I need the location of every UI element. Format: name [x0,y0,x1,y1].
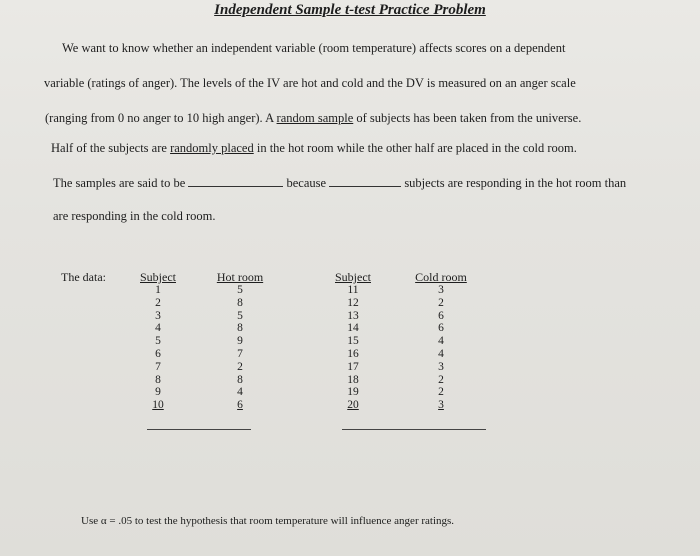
data-cell: 8 [237,373,243,386]
line-5-end: subjects are responding in the hot room than [401,176,627,190]
fill-blank-2[interactable] [329,176,401,187]
paragraph-line-3 [45,111,581,126]
cold-room-column [410,270,472,412]
data-cell: 15 [347,335,359,348]
data-cell: 9 [237,335,243,348]
data-cell: 14 [347,322,359,335]
worksheet-title: Independent Sample t-test Practice Problem [214,2,486,18]
footer-prefix: Use [81,515,101,527]
line-4-start: Half of the subjects are [51,141,171,155]
line-5-middle: because [283,176,330,190]
paragraph-line-2: variable (ratings of anger). The levels of the IV are hot and cold and the DV is measured on an anger scale [44,76,576,90]
column-header: Subject [140,270,176,284]
data-cell: 8 [155,373,161,386]
data-cell: 2 [438,386,444,399]
line-3-end: of subjects has been taken from the universe. [353,111,582,125]
paragraph-line-4 [51,141,577,156]
subject-column-cold [331,270,375,412]
data-cell: 1 [155,284,161,296]
data-cell: 12 [347,296,359,309]
data-cell: 6 [155,347,161,360]
hot-table-rule [147,429,251,430]
line-5-start: The samples are said to be [53,176,189,190]
data-cell: 3 [438,284,444,296]
data-cell: 17 [347,360,359,373]
data-cell: 7 [155,360,161,373]
data-label: The data: [61,270,106,284]
data-cell: 7 [237,347,243,360]
data-cell: 18 [347,373,359,386]
paragraph-line-5 [53,176,626,191]
footer-suffix: = .05 to test the hypothesis that room temperature will influence anger ratings. [106,515,455,527]
column-header: Cold room [415,270,467,284]
data-cell: 3 [438,360,444,373]
data-cell: 20 [347,399,359,412]
data-cell: 4 [438,335,444,348]
data-cell: 11 [347,284,359,296]
line-3-start: (ranging from 0 no anger to 10 high anger). A [45,111,277,125]
data-cell: 4 [237,386,243,399]
data-cell: 6 [438,309,444,322]
data-cell: 8 [237,322,243,335]
line-4-end: in the hot room while the other half are placed in the cold room. [253,141,577,155]
paragraph-line-1: We want to know whether an independent variable (room temperature) affects scores on a dependent [62,41,566,55]
column-header: Hot room [216,270,264,284]
data-cell: 3 [438,399,444,412]
data-cell: 19 [347,386,359,399]
randomly-placed-term: randomly placed [170,141,254,155]
data-cell: 8 [237,296,243,309]
column-header: Subject [335,270,371,284]
paragraph-line-6: are responding in the cold room. [53,209,216,223]
data-cell: 2 [438,373,444,386]
data-cell: 9 [155,386,161,399]
data-cell: 3 [155,309,161,322]
cold-table-rule [342,429,486,430]
random-sample-term: random sample [276,111,354,125]
instruction-footer [81,515,454,527]
data-cell: 10 [152,399,164,412]
data-cell: 4 [438,347,444,360]
data-cell: 6 [237,399,243,412]
alpha-symbol: α [100,515,107,527]
data-cell: 5 [155,335,161,348]
fill-blank-1[interactable] [188,176,283,187]
data-cell: 2 [237,360,243,373]
data-cell: 4 [155,322,161,335]
hot-room-column [212,270,268,412]
data-cell: 16 [347,347,359,360]
data-cell: 2 [155,296,161,309]
subject-column-hot [136,270,180,412]
data-cell: 6 [438,322,444,335]
data-cell: 13 [347,309,359,322]
data-cell: 2 [438,296,444,309]
data-cell: 5 [237,284,243,296]
data-cell: 5 [237,309,243,322]
